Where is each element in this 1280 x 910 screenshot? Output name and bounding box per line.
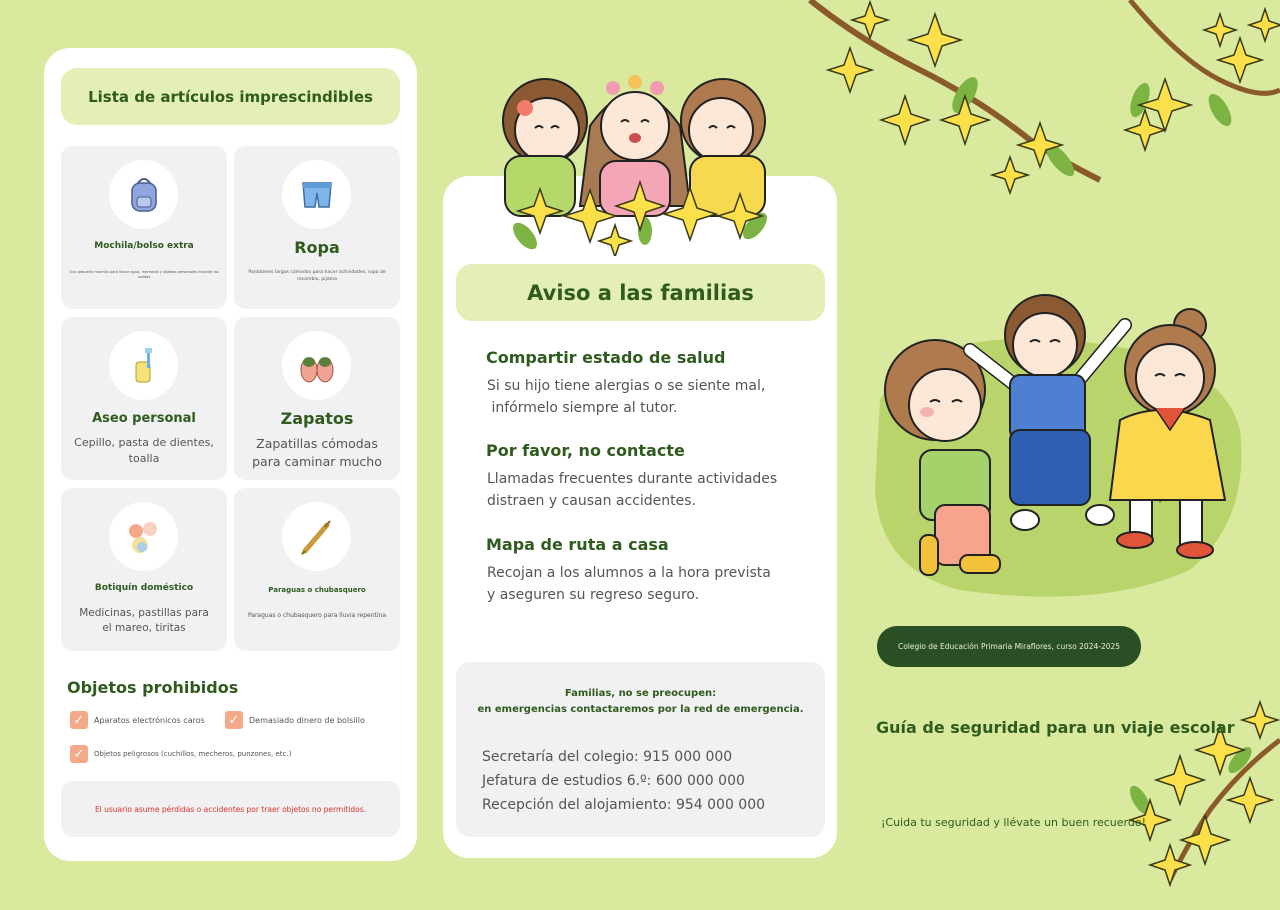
item-description: Zapatillas cómodas para caminar mucho bbox=[252, 436, 382, 470]
pills-icon bbox=[109, 502, 178, 571]
check-icon: ✓ bbox=[70, 745, 88, 763]
contact-line: Recepción del alojamiento: 954 000 000 bbox=[482, 797, 766, 813]
item-card-clothes bbox=[234, 146, 400, 309]
family-notice-panel bbox=[443, 176, 837, 858]
prohibited-title: Objetos prohibidos bbox=[67, 678, 239, 697]
section-text: Si su hijo tiene alergias o se siente mal, infórmelo siempre al tutor. bbox=[487, 378, 766, 416]
shoes-icon bbox=[282, 331, 351, 400]
item-title: Mochila/bolso extra bbox=[94, 241, 194, 251]
item-title: Aseo personal bbox=[92, 411, 196, 426]
guide-title: Guía de seguridad para un viaje escolar bbox=[876, 718, 1235, 737]
item-description: Una pequeña mochila para llevar agua, merienda y objetos personales durante las salidas bbox=[69, 270, 219, 280]
shorts-icon bbox=[282, 160, 351, 229]
item-card-hygiene bbox=[61, 317, 227, 480]
section-heading: Compartir estado de salud bbox=[486, 348, 726, 367]
children-lying-on-grass-illustration bbox=[860, 290, 1250, 600]
item-description: Medicinas, pastillas para el mareo, tiritas bbox=[79, 607, 209, 635]
contact-line: Secretaría del colegio: 915 000 000 bbox=[482, 749, 733, 765]
item-title: Botiquín doméstico bbox=[94, 583, 194, 593]
section-heading: Por favor, no contacte bbox=[486, 441, 685, 460]
backpack-icon bbox=[109, 160, 178, 229]
guide-subtitle: ¡Cuida tu seguridad y llévate un buen recuerdo! bbox=[881, 816, 1146, 829]
notice-title: Aviso a las familias bbox=[456, 264, 825, 321]
prohibited-item: ✓ Objetos peligrosos (cuchillos, mecheros, punzones, etc.) bbox=[70, 745, 291, 763]
section-heading: Mapa de ruta a casa bbox=[486, 535, 669, 554]
school-badge: Colegio de Educación Primaria Miraflores, curso 2024-2025 bbox=[877, 626, 1141, 667]
check-icon: ✓ bbox=[225, 711, 243, 729]
section-text: Recojan a los alumnos a la hora prevista y aseguren su regreso seguro. bbox=[487, 565, 771, 603]
item-title: Paraguas o chubasquero bbox=[268, 586, 366, 594]
umbrella-icon bbox=[282, 502, 351, 571]
item-title: Zapatos bbox=[280, 409, 354, 428]
children-peeking-illustration bbox=[495, 66, 785, 256]
forsythia-branch-top-illustration bbox=[800, 0, 1280, 210]
item-card-shoes bbox=[234, 317, 400, 480]
contact-line: Jefatura de estudios 6.º: 600 000 000 bbox=[482, 773, 745, 789]
item-title: Ropa bbox=[294, 238, 340, 257]
essentials-title: Lista de artículos imprescindibles bbox=[61, 68, 400, 125]
prohibited-item: ✓ Aparatos electrónicos caros bbox=[70, 711, 205, 729]
prohibited-item: ✓ Demasiado dinero de bolsillo bbox=[225, 711, 365, 729]
reassurance-note: Familias, no se preocupen: en emergencias contactaremos por la red de emergencia. bbox=[477, 688, 804, 715]
toothbrush-icon bbox=[109, 331, 178, 400]
item-card-first-aid bbox=[61, 488, 227, 651]
item-description: Pantalones largos cómodos para hacer actividades, ropa de recambio, pijama bbox=[248, 270, 386, 282]
item-description: Cepillo, pasta de dientes, toalla bbox=[74, 436, 214, 465]
item-card-umbrella bbox=[234, 488, 400, 651]
warning-notice: El usuario asume pérdidas o accidentes por traer objetos no permitidos. bbox=[61, 781, 400, 837]
section-text: Llamadas frecuentes durante actividades distraen y causan accidentes. bbox=[487, 471, 778, 509]
check-icon: ✓ bbox=[70, 711, 88, 729]
item-card-backpack bbox=[61, 146, 227, 309]
item-description: Paraguas o chubasquero para lluvia repentina bbox=[247, 612, 387, 619]
emergency-contacts-box bbox=[456, 662, 825, 837]
essentials-panel bbox=[44, 48, 417, 861]
